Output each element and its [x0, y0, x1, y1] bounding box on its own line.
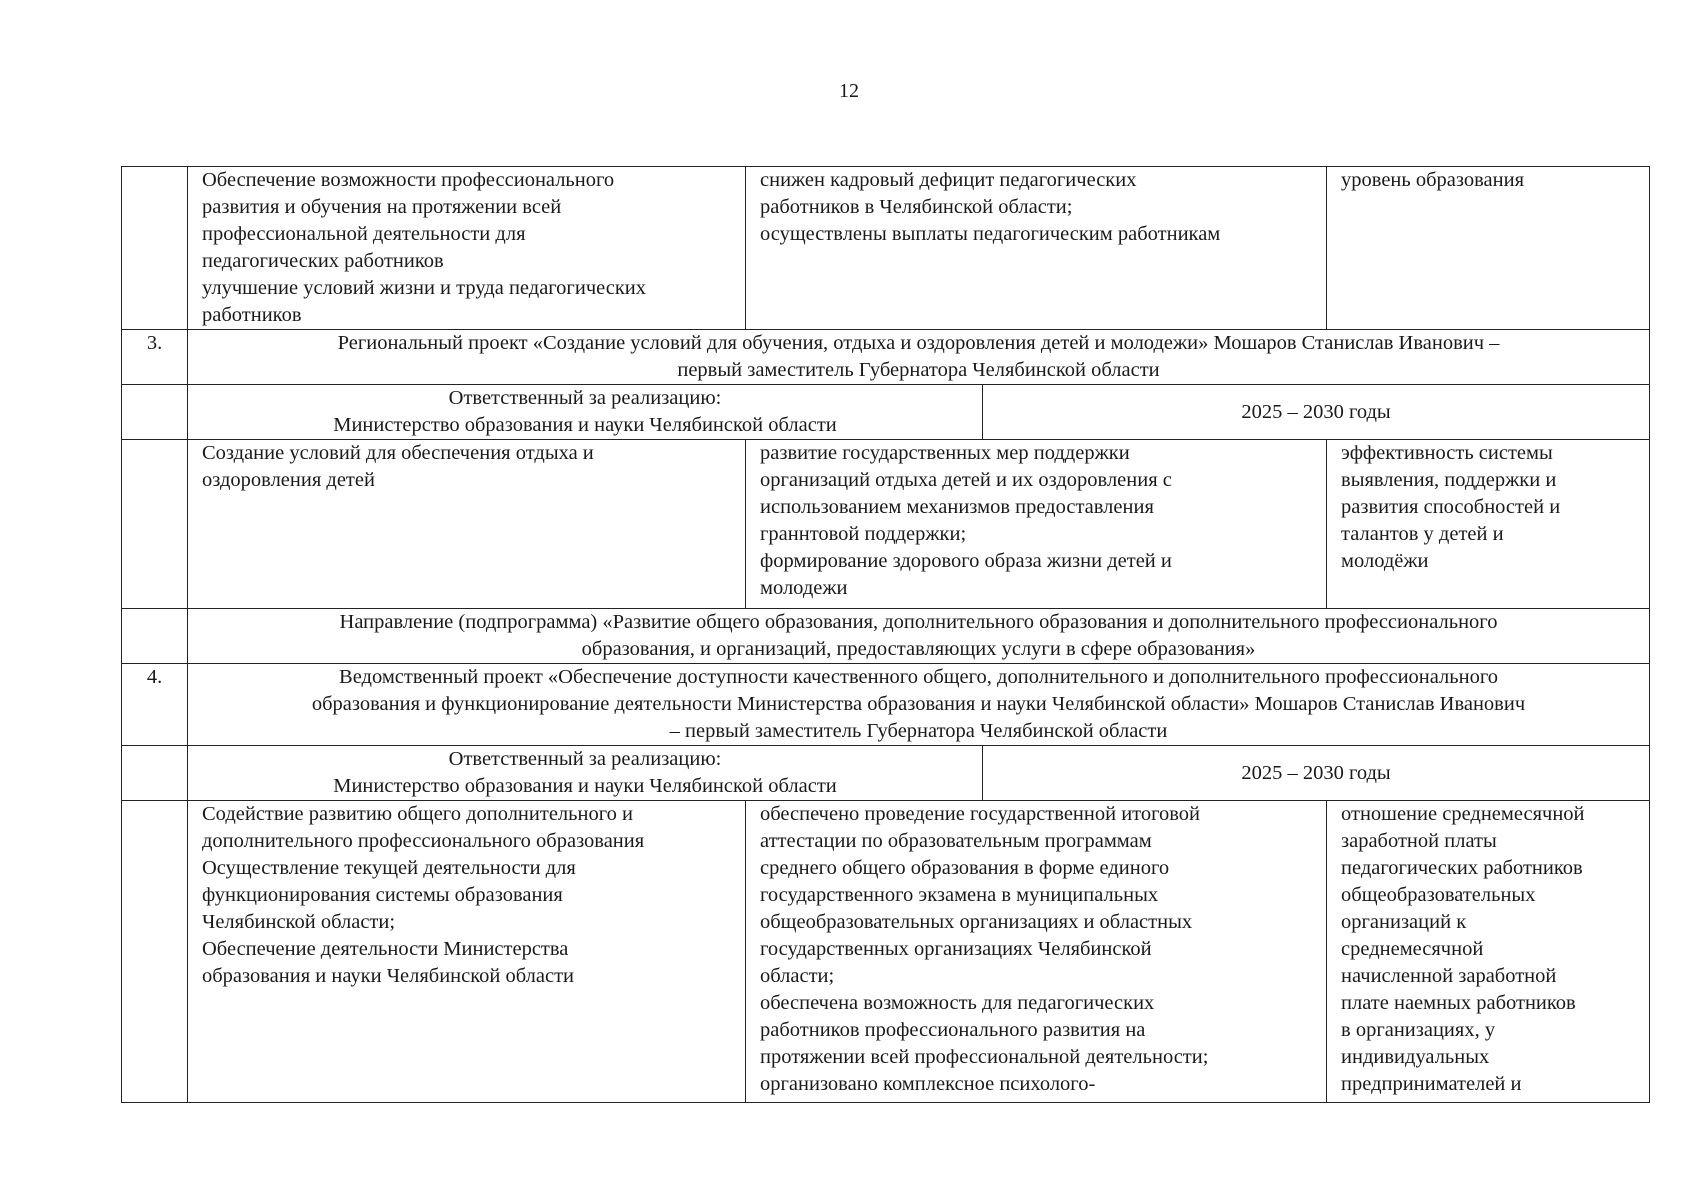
- table-row: [122, 801, 1650, 1103]
- indicator-cell: отношение среднемесячной заработной платы педагогических работников общеобразовательных организаций к среднемесячной начисленной заработной плате наемных работников в организациях, у индивидуальных предпринимателей и: [1327, 801, 1650, 1103]
- table-row: [122, 167, 1650, 330]
- responsible-cell: Ответственный за реализацию: Министерство образования и науки Челябинской области: [188, 385, 983, 440]
- table-row: [122, 330, 1650, 385]
- project-title-cell: Ведомственный проект «Обеспечение доступности качественного общего, дополнительного и дополнительного профессионального образования и функционирование деятельности Министерства образования и науки Челябинской области» Мошаров Станислав Иванович – первый заместитель Губернатора Челябинской области: [188, 664, 1650, 746]
- table-row: [122, 609, 1650, 664]
- program-table: [121, 166, 1650, 1103]
- row-number-cell: [122, 440, 188, 609]
- page-number: 12: [839, 80, 859, 102]
- direction-title-cell: Направление (подпрограмма) «Развитие общего образования, дополнительного образования и дополнительного профессионального образования, и организаций, предоставляющих услуги в сфере образования»: [188, 609, 1650, 664]
- period-cell: 2025 – 2030 годы: [983, 746, 1650, 801]
- indicator-cell: эффективность системы выявления, поддержки и развития способностей и талантов у детей и молодёжи: [1327, 440, 1650, 609]
- table-row: [122, 664, 1650, 746]
- row-number-cell: [122, 385, 188, 440]
- row-number-cell: [122, 746, 188, 801]
- row-number-cell: [122, 801, 188, 1103]
- project-title-cell: Региональный проект «Создание условий для обучения, отдыха и оздоровления детей и молодежи» Мошаров Станислав Иванович – первый заместитель Губернатора Челябинской области: [188, 330, 1650, 385]
- effect-cell: обеспечено проведение государственной итоговой аттестации по образовательным программам среднего общего образования в форме единого государственного экзамена в муниципальных общеобразовательных организациях и областных государственных организациях Челябинской области; обеспечена возможность для педагогических работников профессионального развития на протяжении всей профессиональной деятельности; организовано комплексное психолого-: [746, 801, 1327, 1103]
- task-cell: Обеспечение возможности профессионального развития и обучения на протяжении всей профессиональной деятельности для педагогических работников улучшение условий жизни и труда педагогических работников: [188, 167, 746, 330]
- effect-cell: развитие государственных мер поддержки организаций отдыха детей и их оздоровления с использованием механизмов предоставления граннтовой поддержки; формирование здорового образа жизни детей и молодежи: [746, 440, 1327, 609]
- responsible-cell: Ответственный за реализацию: Министерство образования и науки Челябинской области: [188, 746, 983, 801]
- effect-cell: снижен кадровый дефицит педагогических работников в Челябинской области; осуществлены выплаты педагогическим работникам: [746, 167, 1327, 330]
- table-row: [122, 440, 1650, 609]
- row-number-cell: [122, 609, 188, 664]
- row-number-cell: [122, 167, 188, 330]
- indicator-cell: уровень образования: [1327, 167, 1650, 330]
- row-number-cell: 4.: [122, 664, 188, 746]
- row-number-cell: 3.: [122, 330, 188, 385]
- period-cell: 2025 – 2030 годы: [983, 385, 1650, 440]
- table-row: [122, 385, 1650, 440]
- table-row: [122, 746, 1650, 801]
- task-cell: Создание условий для обеспечения отдыха и оздоровления детей: [188, 440, 746, 609]
- task-cell: Содействие развитию общего дополнительного и дополнительного профессионального образования Осуществление текущей деятельности для функционирования системы образования Челябинской области; Обеспечение деятельности Министерства образования и науки Челябинской области: [188, 801, 746, 1103]
